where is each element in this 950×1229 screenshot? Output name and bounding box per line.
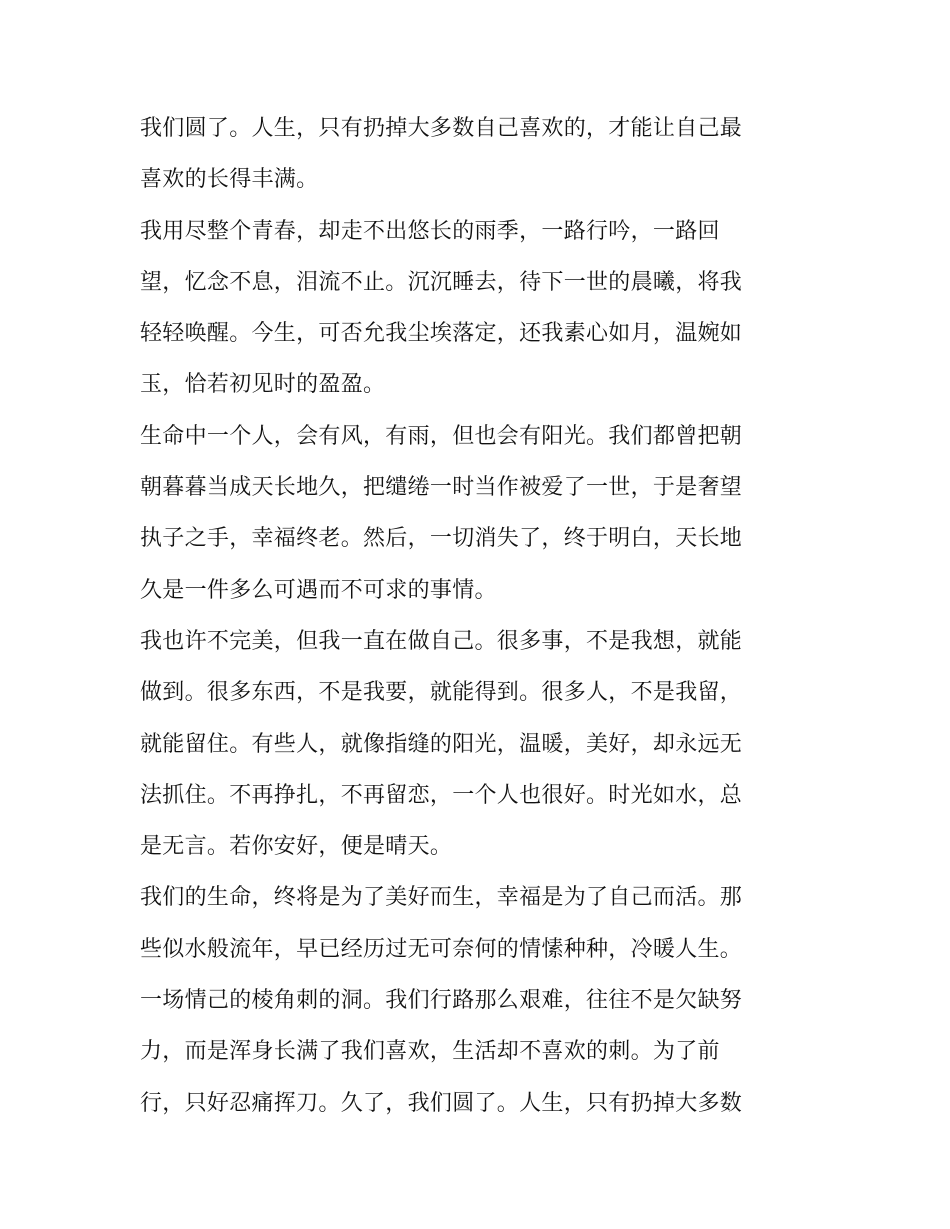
text-line: 轻轻唤醒。今生，可否允我尘埃落定，还我素心如月，温婉如 <box>140 321 743 347</box>
text-line: 久是一件多么可遇而不可求的事情。 <box>140 577 497 603</box>
text-line: 朝暮暮当成天长地久，把缱绻一时当作被爱了一世，于是奢望 <box>140 475 743 501</box>
text-line: 力，而是浑身长满了我们喜欢，生活却不喜欢的刺。为了前 <box>140 1039 720 1065</box>
text-line: 生命中一个人，会有风，有雨，但也会有阳光。我们都曾把朝 <box>140 423 743 449</box>
text-line: 法抓住。不再挣扎，不再留恋，一个人也很好。时光如水，总 <box>140 782 743 808</box>
text-line: 是无言。若你安好，便是晴天。 <box>140 834 453 860</box>
text-line: 做到。很多东西，不是我要，就能得到。很多人，不是我留， <box>140 680 743 706</box>
text-line: 我也许不完美，但我一直在做自己。很多事，不是我想，就能 <box>140 628 743 654</box>
text-line: 我们的生命，终将是为了美好而生，幸福是为了自己而活。那 <box>140 885 743 911</box>
text-line: 我用尽整个青春，却走不出悠长的雨季，一路行吟，一路回 <box>140 218 720 244</box>
text-line: 执子之手，幸福终老。然后，一切消失了，终于明白，天长地 <box>140 526 743 552</box>
text-line: 些似水般流年，早已经历过无可奈何的情愫种种，冷暖人生。 <box>140 936 743 962</box>
text-line: 一场情己的棱角刺的洞。我们行路那么艰难，往往不是欠缺努 <box>140 988 743 1014</box>
text-line: 喜欢的长得丰满。 <box>140 167 319 193</box>
text-line: 玉，恰若初见时的盈盈。 <box>140 372 386 398</box>
document-body <box>140 103 812 1129</box>
text-line: 望，忆念不息，泪流不止。沉沉睡去，待下一世的晨曦，将我 <box>140 269 743 295</box>
text-line: 行，只好忍痛挥刀。久了，我们圆了。人生，只有扔掉大多数 <box>140 1090 743 1116</box>
text-line: 我们圆了。人生，只有扔掉大多数自己喜欢的，才能让自己最 <box>140 116 743 141</box>
text-line: 就能留住。有些人，就像指缝的阳光，温暖，美好，却永远无 <box>140 731 743 757</box>
